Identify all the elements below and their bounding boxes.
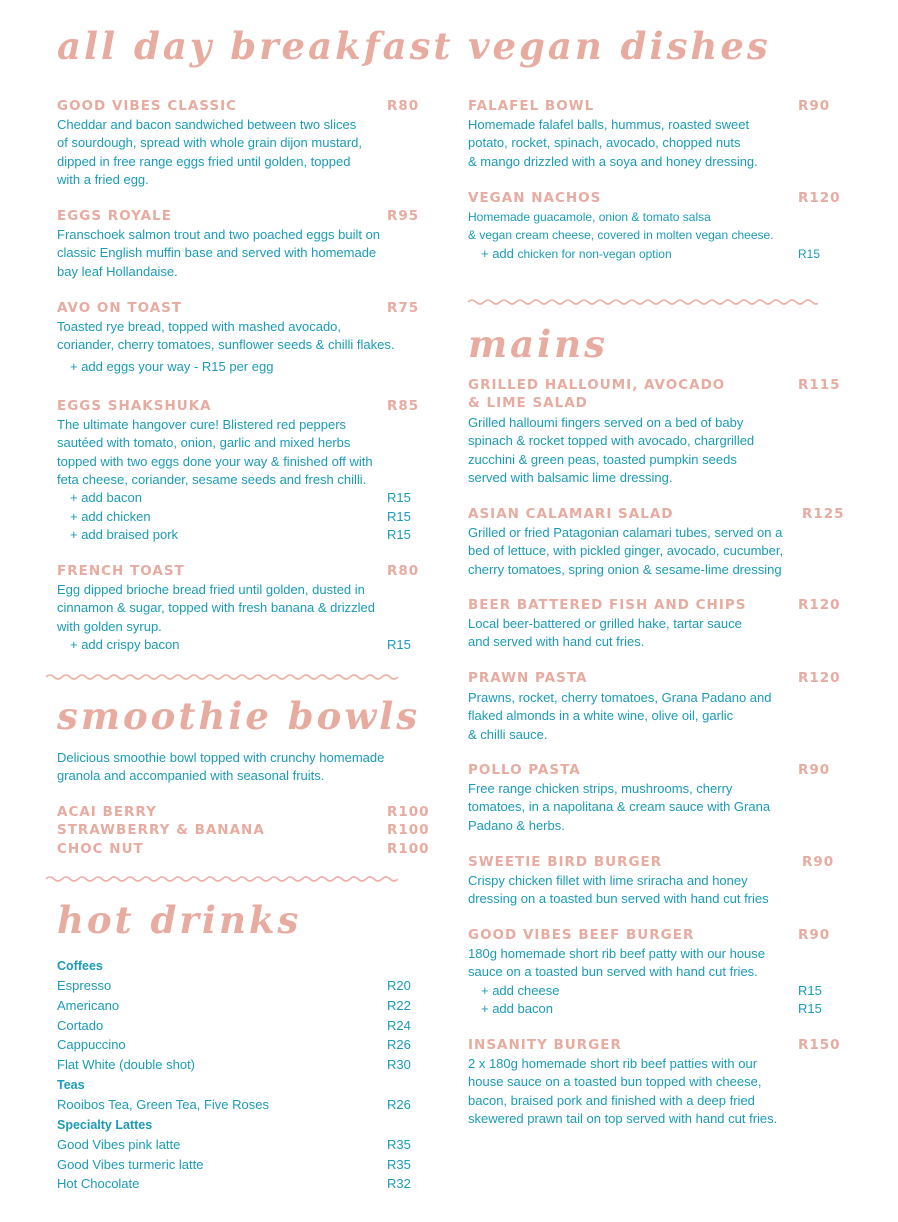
description-line: Homemade guacamole, onion & tomato salsa — [468, 210, 711, 224]
smoothie-item-name: STRAWBERRY & BANANA — [57, 822, 265, 838]
smoothie-item-price: R100 — [387, 822, 430, 838]
item-price: R120 — [798, 670, 841, 686]
description-line: & chilli sauce. — [468, 726, 548, 742]
drink-category-lattes: Specialty Lattes — [57, 1118, 153, 1132]
item-price: R85 — [387, 398, 420, 414]
drink-price: R20 — [387, 978, 411, 993]
description-line: Franschoek salmon trout and two poached eggs built on — [57, 227, 381, 242]
description-line: served with balsamic lime dressing. — [468, 469, 673, 485]
addon-label: + add eggs your way - R15 per egg — [70, 359, 274, 374]
description-line: bed of lettuce, with pickled ginger, avocado, cucumber, — [468, 543, 784, 559]
addon-price: R15 — [387, 527, 411, 542]
description-line: The ultimate hangover cure! Blistered red peppers — [57, 417, 347, 432]
description-line: potato, rocket, spinach, avocado, chopped nuts — [468, 135, 741, 151]
drink-name: Flat White (double shot) — [57, 1057, 196, 1072]
hot-drinks-heading: hot drinks — [57, 898, 302, 942]
addon-label: + add bacon — [481, 1001, 553, 1016]
addon-price: R15 — [798, 247, 821, 261]
item-price: R120 — [798, 190, 841, 206]
description-line: house sauce on a toasted bun topped with cheese, — [468, 1074, 762, 1090]
item-description — [468, 208, 774, 245]
description-line: dressing on a toasted bun served with hand cut fries — [468, 891, 769, 907]
addon-prefix: + add — [481, 246, 514, 261]
breakfast-heading: all day breakfast — [57, 24, 454, 68]
item-name: EGGS ROYALE — [57, 208, 172, 224]
description-line: tomatoes, in a napolitana & cream sauce with Grana — [468, 799, 771, 815]
description-line: cherry tomatoes, spring onion & sesame-lime dressing — [468, 561, 782, 577]
addon-label: + add cheese — [481, 983, 560, 998]
smoothie-item-name: CHOC NUT — [57, 841, 144, 857]
addon-label: + add chicken — [70, 509, 151, 524]
vegan-heading: vegan dishes — [468, 24, 771, 68]
item-description — [57, 226, 380, 281]
description-line: with golden syrup. — [57, 618, 162, 634]
description-line: Cheddar and bacon sandwiched between two slices — [57, 117, 357, 132]
description-line: cinnamon & sugar, topped with fresh banana & drizzled — [57, 600, 375, 616]
wave-divider — [46, 874, 398, 884]
description-line: spinach & rocket topped with avocado, chargrilled — [468, 433, 755, 449]
item-name: GRILLED HALLOUMI, AVOCADO — [468, 377, 726, 393]
smoothie-heading: smoothie bowls — [57, 694, 421, 738]
smoothie-item-name: ACAI BERRY — [57, 804, 157, 820]
item-description — [468, 1055, 777, 1128]
drink-name: Hot Chocolate — [57, 1176, 140, 1191]
description-line: Grilled halloumi fingers served on a bed of baby — [468, 415, 744, 430]
description-line: flaked almonds in a white wine, olive oil, garlic — [468, 708, 734, 724]
description-line: and served with hand cut fries. — [468, 634, 645, 650]
description-line: topped with two eggs done your way & finished off with — [57, 453, 373, 469]
description-line: Padano & herbs. — [468, 817, 565, 833]
drink-name: Americano — [57, 998, 120, 1013]
smoothie-item-price: R100 — [387, 804, 430, 820]
drink-price: R35 — [387, 1137, 411, 1152]
item-name: INSANITY BURGER — [468, 1037, 622, 1053]
addon-label: + add bacon — [70, 490, 142, 505]
item-description — [468, 945, 765, 982]
item-name: AVO ON TOAST — [57, 300, 183, 316]
drink-price: R26 — [387, 1097, 411, 1112]
item-price: R90 — [798, 927, 831, 943]
right-column — [468, 0, 845, 1222]
item-price: R115 — [798, 377, 841, 393]
item-price: R90 — [798, 762, 831, 778]
item-price: R90 — [798, 98, 831, 114]
item-price: R150 — [798, 1037, 841, 1053]
description-line: of sourdough, spread with whole grain dijon mustard, — [57, 135, 362, 151]
item-name: GOOD VIBES BEEF BURGER — [468, 927, 695, 943]
description-line: Delicious smoothie bowl topped with crunchy homemade — [57, 750, 385, 765]
description-line: dipped in free range eggs fried until golden, topped — [57, 153, 351, 169]
item-price: R80 — [387, 98, 420, 114]
drink-price: R24 — [387, 1018, 411, 1033]
item-name: GOOD VIBES CLASSIC — [57, 98, 238, 114]
item-description — [468, 414, 754, 487]
description-line: 180g homemade short rib beef patty with our house — [468, 946, 766, 961]
drink-name: Rooibos Tea, Green Tea, Five Roses — [57, 1097, 269, 1112]
addon-label — [481, 245, 672, 263]
drink-category-teas: Teas — [57, 1078, 85, 1092]
left-column — [57, 0, 454, 1222]
smoothie-item-price: R100 — [387, 841, 430, 857]
drink-category-coffees: Coffees — [57, 959, 103, 973]
item-price: R75 — [387, 300, 420, 316]
wave-divider — [46, 672, 398, 682]
description-line: Toasted rye bread, topped with mashed avocado, — [57, 319, 342, 334]
description-line: Egg dipped brioche bread fried until golden, dusted in — [57, 582, 365, 597]
item-price: R80 — [387, 563, 420, 579]
item-description — [57, 416, 373, 489]
addon-text: chicken for non-vegan option — [517, 247, 672, 261]
mains-heading: mains — [468, 322, 608, 366]
description-line: sauce on a toasted bun served with hand cut fries. — [468, 964, 758, 980]
item-description — [468, 780, 770, 835]
addon-price: R15 — [387, 490, 411, 505]
description-line: Free range chicken strips, mushrooms, cherry — [468, 781, 733, 796]
description-line: classic English muffin base and served with homemade — [57, 245, 377, 261]
addon-price: R15 — [798, 983, 822, 998]
drink-name: Cappuccino — [57, 1037, 126, 1052]
item-name: ASIAN CALAMARI SALAD — [468, 506, 674, 522]
drink-price: R26 — [387, 1037, 411, 1052]
item-name-continued: & LIME SALAD — [468, 395, 588, 411]
item-description — [468, 116, 758, 171]
drink-price: R35 — [387, 1157, 411, 1172]
addon-label: + add braised pork — [70, 527, 179, 542]
addon-label: + add crispy bacon — [70, 637, 180, 652]
description-line: sautéed with tomato, onion, garlic and mixed herbs — [57, 435, 351, 451]
description-line: 2 x 180g homemade short rib beef patties with our — [468, 1056, 758, 1071]
wave-divider — [468, 297, 818, 307]
item-description — [57, 116, 362, 189]
drink-price: R30 — [387, 1057, 411, 1072]
addon-price: R15 — [798, 1001, 822, 1016]
item-description — [468, 615, 742, 652]
addon-price: R15 — [387, 637, 411, 652]
description-line: bacon, braised pork and finished with a deep fried — [468, 1092, 755, 1108]
item-price: R125 — [802, 506, 845, 522]
drink-name: Good Vibes pink latte — [57, 1137, 181, 1152]
description-line: coriander, cherry tomatoes, sunflower seeds & chilli flakes. — [57, 337, 395, 353]
item-description — [57, 581, 375, 636]
description-line: Homemade falafel balls, hummus, roasted sweet — [468, 117, 750, 132]
item-price: R120 — [798, 597, 841, 613]
item-name: POLLO PASTA — [468, 762, 581, 778]
item-name: SWEETIE BIRD BURGER — [468, 854, 663, 870]
description-line: Crispy chicken fillet with lime sriracha and honey — [468, 873, 748, 888]
drink-name: Good Vibes turmeric latte — [57, 1157, 204, 1172]
item-price: R95 — [387, 208, 420, 224]
item-name: VEGAN NACHOS — [468, 190, 602, 206]
drink-price: R22 — [387, 998, 411, 1013]
description-line: feta cheese, coriander, sesame seeds and fresh chilli. — [57, 471, 367, 487]
description-line: with a fried egg. — [57, 171, 149, 187]
description-line: skewered prawn tail on top served with hand cut fries. — [468, 1110, 778, 1126]
item-description — [468, 872, 769, 909]
description-line: & mango drizzled with a soya and honey dressing. — [468, 153, 758, 169]
item-description — [468, 524, 783, 579]
drink-price: R32 — [387, 1176, 411, 1191]
description-line: Prawns, rocket, cherry tomatoes, Grana Padano and — [468, 690, 772, 705]
item-name: PRAWN PASTA — [468, 670, 588, 686]
drink-name: Espresso — [57, 978, 112, 993]
description-line: granola and accompanied with seasonal fruits. — [57, 768, 325, 784]
description-line: & vegan cream cheese, covered in molten vegan cheese. — [468, 228, 774, 243]
smoothie-description — [57, 749, 384, 786]
item-price: R90 — [802, 854, 835, 870]
item-name: BEER BATTERED FISH AND CHIPS — [468, 597, 747, 613]
description-line: Local beer-battered or grilled hake, tartar sauce — [468, 616, 742, 631]
item-name: EGGS SHAKSHUKA — [57, 398, 212, 414]
item-name: FALAFEL BOWL — [468, 98, 595, 114]
addon-price: R15 — [387, 509, 411, 524]
drink-name: Cortado — [57, 1018, 104, 1033]
item-description — [468, 689, 772, 744]
description-line: zucchini & green peas, toasted pumpkin seeds — [468, 451, 737, 467]
description-line: bay leaf Hollandaise. — [57, 263, 178, 279]
item-description — [57, 318, 394, 355]
item-name: FRENCH TOAST — [57, 563, 185, 579]
description-line: Grilled or fried Patagonian calamari tubes, served on a — [468, 525, 783, 540]
